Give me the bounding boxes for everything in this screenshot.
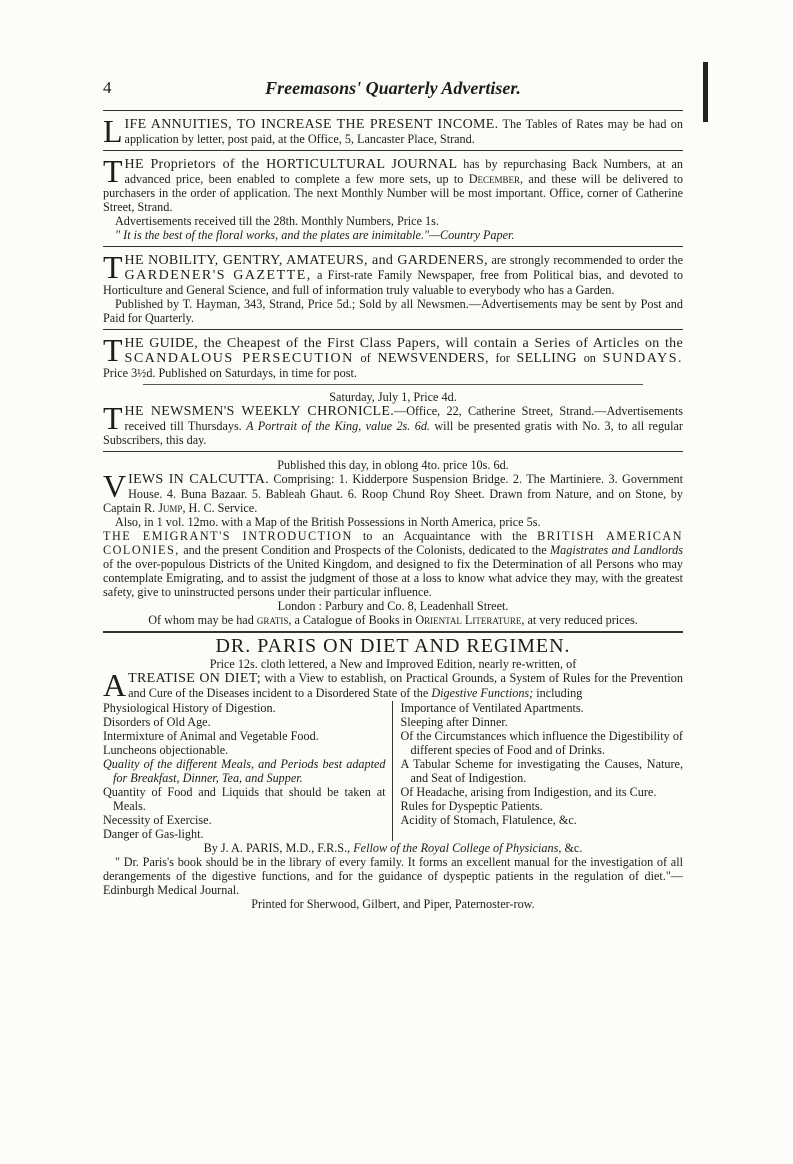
ad-publisher: Published by T. Hayman, 343, Strand, Price 5d.; Sold by all Newsmen.—Advertisements may be sent by Post and Paid for Quarterly. xyxy=(103,297,683,325)
contents-item: Rules for Dyspeptic Patients. xyxy=(400,799,543,813)
drop-cap: T xyxy=(103,332,123,368)
ad-text: Of whom may be had xyxy=(148,613,257,627)
ad-also: Also, in 1 vol. 12mo. with a Map of the British Possessions in North America, price 5s. xyxy=(115,515,541,529)
month-name: December xyxy=(468,172,521,186)
drop-cap: T xyxy=(103,400,123,436)
ad-heading: IEWS IN CALCUTTA. xyxy=(128,472,269,487)
ad-line: Advertisements received till the 28th. Monthly Numbers, Price 1s. xyxy=(115,214,439,228)
ad-text: on xyxy=(576,351,603,365)
contents-item: Intermixture of Animal and Vegetable Food. xyxy=(103,729,319,743)
ad-newsmens-chronicle xyxy=(103,390,683,447)
drop-cap: V xyxy=(103,468,127,504)
ad-emphasis: SELLING xyxy=(516,351,577,366)
contents-item: Luncheons objectionable. xyxy=(103,743,229,757)
contents-item: Physiological History of Digestion. xyxy=(103,701,276,715)
ad-text: Price 3½d. Published on Saturdays, in time for post. xyxy=(103,366,357,380)
ad-text: , and these will be delivered to purchasers in the order of application. The next Monthly Number will be most important. Office, corner of Catherine Street, Strand. xyxy=(103,172,683,214)
page xyxy=(103,78,683,911)
ad-text: HE Proprietors of the xyxy=(124,157,267,172)
ad-title: DR. PARIS ON DIET AND REGIMEN. xyxy=(215,635,571,657)
ad-emphasis: SCANDALOUS PERSECUTION xyxy=(124,351,354,366)
journal-name: HORTICULTURAL JOURNAL xyxy=(266,157,458,172)
divider xyxy=(103,451,683,452)
ad-text: Comprising: 1. Kidderpore Suspension Bridge. 2. The Martiniere. 3. Government House. 4. Buna Bazaar. 5. Bableah Ghaut. 6. Roop Chund Roy Sheet. Drawn from Nature, and on Stone, by Captain R. xyxy=(103,472,683,515)
drop-cap: T xyxy=(103,153,123,189)
contents-item: Importance of Ventilated Apartments. xyxy=(400,701,584,715)
ad-portrait: A Portrait of the King, value 2s. 6d. xyxy=(246,419,430,433)
contents-item: Quality of the different Meals, and Periods best adapted for Breakfast, Dinner, Tea, and Supper. xyxy=(103,757,386,785)
ad-text: has by repurchasing Back Numbers, at an advanced price, been enabled to complete a few more sets, up to xyxy=(124,157,683,186)
ad-text: a Catalogue of Books in xyxy=(291,613,416,627)
divider xyxy=(103,150,683,151)
contents-item: A Tabular Scheme for investigating the Causes, Nature, and Seat of Indigestion. xyxy=(400,757,683,785)
ad-emphasis: Magistrates and Landlords xyxy=(550,543,683,557)
contents-left-column xyxy=(103,701,393,841)
ad-dr-paris-diet xyxy=(103,635,683,911)
divider xyxy=(103,329,683,330)
ad-text: to an Acquaintance with the xyxy=(352,529,538,543)
ad-name: Jump, xyxy=(158,501,186,515)
ad-publisher: London : Parbury and Co. 8, Leadenhall Street. xyxy=(277,599,509,613)
ad-heading: HE NEWSMEN'S WEEKLY CHRONICLE. xyxy=(124,404,395,419)
ad-text: a First-rate Family Newspaper, free from Political bias, and devoted to Horticulture and General Science, and full of information truly valuable to everybody who has a Garden. xyxy=(103,268,684,297)
ad-text: of xyxy=(353,351,378,365)
running-title: Freemasons' Quarterly Advertiser. xyxy=(265,78,521,98)
drop-cap: A xyxy=(103,667,127,703)
contents-item: Necessity of Exercise. xyxy=(103,813,212,827)
ad-price: Price 12s. cloth lettered, a New and Improved Edition, nearly re-written, of xyxy=(209,657,577,671)
ad-dateline: Saturday, July 1, Price 4d. xyxy=(329,390,457,404)
contents-item: Acidity of Stomach, Flatulence, &c. xyxy=(400,813,577,827)
page-edge-bar xyxy=(703,62,708,122)
drop-cap: L xyxy=(103,113,123,149)
contents-item: Quantity of Food and Liquids that should be taken at Meals. xyxy=(103,785,386,813)
ad-author-title: Fellow of the Royal College of Physicians, xyxy=(353,841,562,855)
ad-emphasis: Oriental Literature, xyxy=(415,613,525,627)
ad-text: The Tables of Rates may be had on application by letter, post paid, at the Office, 5, Lancaster Place, Strand. xyxy=(124,117,683,146)
page-header xyxy=(103,78,683,106)
page-number: 4 xyxy=(103,78,112,97)
ad-text: for xyxy=(488,351,517,365)
ad-text: —Office, 22, Catherine Street, Strand.—Advertisements received till Thursdays. xyxy=(124,404,683,433)
contents-item: Sleeping after Dinner. xyxy=(400,715,508,729)
contents-item: Danger of Gas-light. xyxy=(103,827,204,841)
ad-printer: Printed for Sherwood, Gilbert, and Piper, Paternoster-row. xyxy=(251,897,535,911)
ad-heading: HE NOBILITY, GENTRY, AMATEURS, and GARDENERS, xyxy=(124,253,488,268)
ad-emphasis: BRITISH AMERICAN COLONIES, xyxy=(103,529,683,557)
ad-text: HE GUIDE, the Cheapest of the First Class Papers, will contain a Series of Articles on the xyxy=(124,336,683,351)
ad-text: of the over-populous Districts of the United Kingdom, and designed to fix the Determination of all Persons who may contemplate Emigrating, and to assist the judgment of those at a loss to know what advice they may, with the greatest safety, give to uninstructed persons under their particular influence. xyxy=(103,557,683,599)
ad-life-annuities xyxy=(103,113,683,149)
ad-heading: TREATISE ON DIET; xyxy=(128,671,261,686)
ad-text: and the present Condition and Prospects of the Colonists, dedicated to the xyxy=(179,543,551,557)
gazette-name: GARDENER'S GAZETTE, xyxy=(124,268,312,283)
ad-quote: " Dr. Paris's book should be in the library of every family. It forms an excellent manual for the investigation of all derangements of the digestive functions, and for the guidance of dyspeptic patients in the regulation of diet."—Edinburgh Medical Journal. xyxy=(103,855,683,897)
ad-text: will be presented gratis with No. 3, to all regular Subscribers, this day. xyxy=(103,419,683,447)
ad-emphasis: gratis, xyxy=(256,613,292,627)
ad-emphasis: NEWSVENDERS, xyxy=(377,351,489,366)
contents-item: Of Headache, arising from Indigestion, and its Cure. xyxy=(400,785,657,799)
ad-text: at very reduced prices. xyxy=(524,613,638,627)
ad-emphasis: Digestive Functions; xyxy=(431,686,534,700)
ad-quote: " It is the best of the floral works, and the plates are inimitable."—Country Paper. xyxy=(115,228,515,242)
divider xyxy=(103,246,683,247)
ad-text: are strongly recommended to order the xyxy=(487,253,683,267)
ad-emphasis: THE EMIGRANT'S INTRODUCTION xyxy=(103,529,353,543)
ad-author: By J. A. PARIS, M.D., F.R.S., xyxy=(203,841,354,855)
contents-right-column xyxy=(393,701,684,841)
header-rule xyxy=(103,110,683,111)
contents-item: Disorders of Old Age. xyxy=(103,715,211,729)
ad-heading: IFE ANNUITIES, TO INCREASE THE PRESENT INCOME. xyxy=(124,117,499,132)
contents-columns xyxy=(103,701,683,841)
ad-text: with a View to establish, on Practical Grounds, a System of Rules for the Prevention and Cure of the Diseases incident to a Disordered State of the xyxy=(128,671,683,700)
drop-cap: T xyxy=(103,249,123,285)
ad-dateline: Published this day, in oblong 4to. price 10s. 6d. xyxy=(277,458,509,472)
ad-horticultural-journal xyxy=(103,153,683,242)
ad-emphasis: SUNDAYS. xyxy=(602,351,683,366)
divider xyxy=(143,384,643,385)
divider xyxy=(103,631,683,633)
ad-gardeners-gazette xyxy=(103,249,684,325)
ad-text: including xyxy=(533,686,583,700)
ad-views-in-calcutta xyxy=(103,458,683,627)
contents-item: Of the Circumstances which influence the Digestibility of different species of Food and of Drinks. xyxy=(400,729,683,757)
ad-text: &c. xyxy=(561,841,583,855)
ad-text: H. C. Service. xyxy=(185,501,258,515)
ad-the-guide xyxy=(103,332,683,380)
